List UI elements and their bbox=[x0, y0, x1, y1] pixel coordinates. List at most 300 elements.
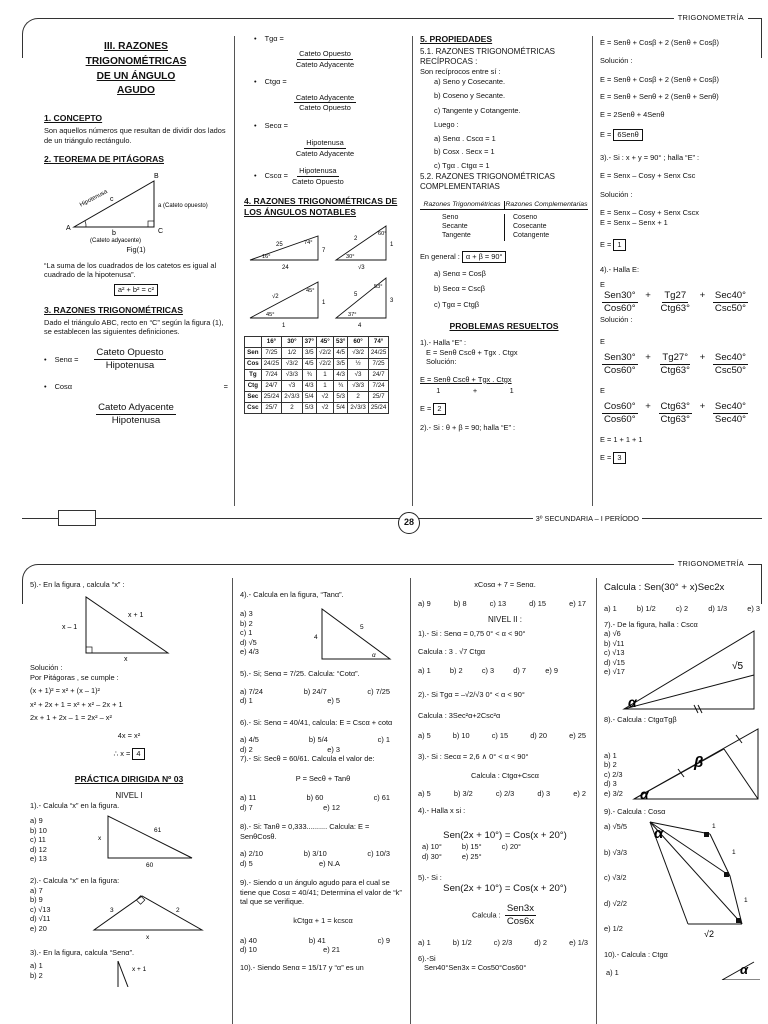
triangle-label: 25 bbox=[276, 242, 283, 249]
denominator: Ctg63° bbox=[660, 414, 690, 426]
exercise-fraction bbox=[418, 903, 592, 929]
triangle-label: 7 bbox=[322, 248, 326, 255]
side-label: x bbox=[124, 656, 128, 664]
reciprocal-item: b) Coseno y Secante. bbox=[434, 91, 506, 101]
denominator: Cateto Opuesto bbox=[299, 103, 351, 113]
exercise-equation: Sen(2x + 10°) = Cos(x + 20°) bbox=[443, 829, 567, 841]
footer-course: 3º SECUNDARIA – I PERÍODO bbox=[533, 514, 642, 523]
column-header: Razones Complementarias bbox=[504, 201, 588, 211]
answer-option: e) 3 bbox=[747, 604, 760, 614]
exercise-10-figure bbox=[604, 960, 760, 980]
answer-option: a) 1 bbox=[606, 967, 619, 977]
answer-option: c) 2/3 bbox=[604, 769, 623, 779]
numerator: Cos60° bbox=[602, 401, 638, 414]
table-cell: 5/4 bbox=[334, 402, 348, 413]
table-cell: 25/24 bbox=[261, 391, 281, 402]
side-label: x bbox=[98, 835, 102, 843]
adjacent-label: (Cateto adyacente) bbox=[90, 238, 142, 245]
answer-option: a) 10° bbox=[422, 842, 442, 852]
table-cell: 1/2 bbox=[282, 348, 302, 359]
denominator: Hipotenusa bbox=[111, 415, 161, 427]
complement-equation: c) Tgα = Ctgβ bbox=[434, 299, 480, 309]
footer-box bbox=[58, 510, 96, 526]
exercise-statement: 5).- Si : bbox=[418, 873, 442, 883]
answer-option: c) 2 bbox=[675, 604, 689, 614]
triangle-label: 2 bbox=[354, 236, 358, 243]
table-header-cell: 30° bbox=[282, 337, 302, 348]
answer-option: c) 20° bbox=[501, 842, 522, 852]
answer-option: d) √15 bbox=[604, 657, 625, 667]
triangle-label: √3 bbox=[358, 265, 365, 272]
cosine-label: • Cosα bbox=[44, 382, 72, 391]
column-divider bbox=[234, 36, 235, 506]
answer-option: b) √11 bbox=[604, 638, 625, 648]
exercise-equation: Calcula : 3Sec²α+2Csc²α bbox=[418, 711, 501, 721]
value-mark: 1 bbox=[436, 385, 441, 395]
answer-option: d) 12 bbox=[30, 844, 47, 854]
column-divider bbox=[592, 36, 593, 506]
chapter-title bbox=[44, 40, 228, 99]
exercise-statement: 10).- Siendo Senα = 15/17 y “α” es un bbox=[240, 962, 364, 972]
ratio-name: Cosecante bbox=[513, 223, 547, 231]
side-label: 1 bbox=[744, 897, 748, 905]
numerator: Sen30° bbox=[602, 352, 638, 365]
answer-option: c) 1 bbox=[377, 735, 390, 745]
answer-box: 6Senθ bbox=[613, 129, 642, 140]
exercise-equation: Calcula : Sen(30° + x)Sec2x bbox=[604, 582, 725, 593]
value-mark: + bbox=[472, 385, 478, 395]
answer-option: e) 21 bbox=[323, 945, 340, 955]
table-row bbox=[245, 402, 389, 413]
answer-option: b) 3/2 bbox=[453, 788, 473, 798]
table-header-row bbox=[245, 337, 389, 348]
answer-option: a) 1 bbox=[30, 961, 43, 971]
exercise-statement: 3).- En la figura, calcula “Senα”. bbox=[30, 947, 135, 957]
table-header-cell: 53° bbox=[334, 337, 348, 348]
exercise-7-figure bbox=[604, 629, 760, 715]
angle-label: α bbox=[640, 785, 649, 801]
answer-option: b) 10 bbox=[30, 825, 47, 835]
expression-line: E = Senθ + Senθ + 2 (Senθ + Senθ) bbox=[600, 92, 719, 102]
side-label: 1 bbox=[712, 823, 716, 831]
pythagoras-quote: “La suma de los cuadrados de los catetos es igual al cuadrado de la hipotenusa”. bbox=[44, 260, 217, 279]
subsection-title: 5.1. RAZONES TRIGONOMÉTRICAS RECÍPROCAS : bbox=[420, 47, 555, 67]
cotangent-fraction bbox=[294, 93, 356, 113]
header-corner bbox=[22, 18, 40, 58]
table-cell: 25/7 bbox=[261, 402, 281, 413]
answer-options bbox=[418, 599, 586, 608]
answer-option: e) 17 bbox=[569, 599, 586, 609]
tangent-fraction bbox=[294, 49, 356, 69]
table-cell: 25/7 bbox=[368, 391, 388, 402]
subject-title: TRIGONOMETRÍA bbox=[674, 559, 748, 568]
concept-text: Son aquellos números que resultan de dividir dos lados de un triángulo rectángulo. bbox=[44, 126, 226, 145]
exercise-statement: 2).- Si Tgα = –√2/√3 0° < α < 90° bbox=[418, 689, 525, 699]
table-cell: √3/2 bbox=[282, 359, 302, 370]
angle-label: α bbox=[372, 652, 376, 660]
answer-line bbox=[30, 748, 228, 759]
exercise-statement: 8).- Calcula : CtgαTgβ bbox=[604, 715, 677, 725]
table-cell: 5/3 bbox=[302, 402, 316, 413]
page-number: 28 bbox=[398, 512, 420, 534]
exercise-7 bbox=[604, 629, 760, 715]
subject-title: TRIGONOMETRÍA bbox=[674, 13, 748, 22]
exercise-statement: 8).- Si: Tanθ = 0,333.......... Calcula: E = SenθCosθ. bbox=[240, 822, 370, 841]
level-title: NIVEL I bbox=[115, 790, 143, 800]
numerator: Sec40° bbox=[713, 352, 748, 365]
angle-label: α bbox=[628, 694, 637, 711]
table-cell: √3 bbox=[348, 369, 368, 380]
answer-option: d) 3 bbox=[537, 788, 551, 798]
denominator: Sec40° bbox=[714, 414, 746, 426]
answer-options bbox=[240, 735, 390, 744]
side-label: 1 bbox=[732, 849, 736, 857]
solution-step: x² + 2x + 1 = x² + x² – 2x + 1 bbox=[30, 699, 123, 709]
triangle-label: 37° bbox=[348, 312, 357, 319]
problem-statement: 5).- En la figura , calcula “x” : bbox=[30, 580, 125, 589]
answer-option: a) 7 bbox=[30, 885, 43, 895]
triangle-label: 60° bbox=[378, 231, 387, 238]
answer-option: a) 9 bbox=[30, 816, 43, 826]
table-header-cell: 45° bbox=[317, 337, 334, 348]
table-cell: √3/2 bbox=[348, 348, 368, 359]
fraction-sum: $\frac{\text{Sen30°}}{\text{Cos60°}}$ + $\frac{Tg27^\circ}{\text{Ctg63°}}$ + $\frac{\text{Sec40°}}{\text{Csc50°}}$ bbox=[604, 352, 746, 377]
section-title: 2. TEOREMA DE PITÁGORAS bbox=[44, 154, 165, 165]
table-cell: ¾ bbox=[334, 380, 348, 391]
reciprocal-equation: c) Tgα . Ctgα = 1 bbox=[434, 160, 490, 170]
numerator: Sec40° bbox=[713, 401, 748, 414]
answer-option: a) 5 bbox=[418, 730, 431, 740]
problem-statement: 2).- Si : θ + β = 90; halla “E” : bbox=[420, 422, 516, 432]
answer-option: c) √13 bbox=[604, 648, 625, 658]
table-cell: √2/2 bbox=[317, 348, 334, 359]
answer-option: c) 3 bbox=[481, 666, 495, 676]
answer-option: e) 13 bbox=[30, 854, 47, 864]
answer-option: b) 41 bbox=[308, 935, 326, 945]
answer-option: e) 9 bbox=[545, 666, 558, 676]
answer-option: c) 10/3 bbox=[367, 849, 390, 859]
column-2 bbox=[244, 34, 406, 414]
answer-option: a) 5 bbox=[418, 788, 431, 798]
exercise-statement: 6).-Si bbox=[418, 953, 436, 963]
answer-option: c) 15 bbox=[491, 730, 509, 740]
table-cell: 5/4 bbox=[302, 391, 316, 402]
answer-option: c) √13 bbox=[30, 904, 51, 914]
answer-option: c) 1 bbox=[240, 628, 253, 638]
problem-statement: 3).- Si : x + y = 90° ; halla “E” : bbox=[600, 152, 700, 162]
triangle-label: 1 bbox=[282, 323, 286, 330]
denominator: Cos60° bbox=[604, 302, 636, 314]
expression-line: E bbox=[600, 280, 605, 290]
value-mark: 1 bbox=[509, 385, 514, 395]
answer-options bbox=[240, 849, 390, 858]
table-cell: 4/5 bbox=[334, 348, 348, 359]
denominator: Cos6x bbox=[506, 916, 535, 928]
column-3 bbox=[418, 580, 592, 973]
answer-option: c) 7/25 bbox=[367, 686, 390, 696]
triangle-label: √2 bbox=[272, 294, 279, 301]
answer-option: e) N.A bbox=[319, 858, 340, 868]
answer-option: b) 5/4 bbox=[308, 735, 328, 745]
table-cell: 25/24 bbox=[368, 402, 388, 413]
table-cell: 3/5 bbox=[302, 348, 316, 359]
exercise-2-triangle bbox=[84, 886, 214, 942]
denominator: Cos60° bbox=[604, 365, 636, 377]
exercise-8-figure bbox=[604, 725, 760, 801]
triangle-label: 5 bbox=[354, 292, 358, 299]
table-cell: ½ bbox=[348, 359, 368, 370]
exercise-9 bbox=[604, 816, 760, 940]
answer-option: e) 4/3 bbox=[240, 647, 259, 657]
column-divider bbox=[412, 36, 413, 506]
expression-line: E = Senθ + Cosβ + 2 (Senθ + Cosβ) bbox=[600, 74, 720, 84]
solution-step: 2x + 1 + 2x – 1 = 2x² – x² bbox=[30, 713, 112, 723]
problem-statement: 1).- Halla “E” : bbox=[420, 338, 466, 348]
triangle-label: 74° bbox=[304, 240, 313, 247]
notable-angles-table bbox=[244, 336, 389, 414]
angle-label: α bbox=[654, 825, 664, 843]
triangle-figure bbox=[30, 589, 220, 663]
answer-option: d) √5 bbox=[240, 637, 257, 647]
answer-option: c) 13 bbox=[489, 599, 507, 609]
practice-title: PRÁCTICA DIRIGIDA Nº 03 bbox=[74, 773, 184, 784]
exercise-statement: 6).- Si: Senα = 40/41, calcula: E = Cscα + cotα bbox=[240, 717, 393, 727]
ratio-name-cell: Sec bbox=[245, 391, 262, 402]
side-label: √5 bbox=[732, 661, 744, 673]
solution-label: Solución : bbox=[600, 56, 633, 66]
table-cell: 4/3 bbox=[302, 380, 316, 391]
denominator: Cateto Adyacente bbox=[295, 148, 355, 158]
table-cell: ¾ bbox=[302, 369, 316, 380]
answer-option: b) 15° bbox=[461, 842, 482, 852]
triangle-label: 16° bbox=[262, 254, 271, 261]
table-header-cell: 74° bbox=[368, 337, 388, 348]
ratio-name-cell: Ctg bbox=[245, 380, 262, 391]
right-triangle-figure bbox=[44, 165, 228, 245]
exercise-statement: 7).- Si: Secθ = 60/61. Calcula el valor de: bbox=[240, 754, 375, 764]
level-title: NIVEL II : bbox=[488, 614, 522, 624]
complement-equation: b) Secα = Cscβ bbox=[434, 284, 486, 294]
side-label: 61 bbox=[154, 827, 162, 835]
exercise-statement: 9).- Siendo α un ángulo agudo para el cual se tiene que Cosα = 40/41; Determina el valor de “k” tal que se verifique. bbox=[240, 878, 402, 906]
column-1 bbox=[30, 580, 228, 987]
column-2 bbox=[240, 580, 406, 972]
equals-sign: = bbox=[223, 382, 228, 392]
exercise-equation: xCosα + 7 = Senα. bbox=[474, 580, 536, 589]
exercise-equation: Sen(2x + 10°) = Cos(x + 20°) bbox=[443, 882, 567, 894]
cosine-fraction bbox=[96, 402, 176, 428]
ratio-name-cell: Tg bbox=[245, 369, 262, 380]
secant-label: • Secα = bbox=[244, 121, 406, 130]
exercise-statement: 9).- Calcula : Cosα bbox=[604, 806, 666, 816]
general-formula: α + β = 90° bbox=[462, 251, 507, 262]
triangle-label: 45° bbox=[306, 288, 315, 295]
denominator: Cateto Opuesto bbox=[291, 176, 344, 186]
table-cell: √2 bbox=[317, 402, 334, 413]
table-cell: 2 bbox=[282, 402, 302, 413]
exercise-1 bbox=[30, 810, 228, 870]
table-cell: 24/7 bbox=[261, 380, 281, 391]
pythagoras-formula: a² + b² = c² bbox=[114, 284, 158, 295]
answer-option: a) 1 bbox=[604, 750, 617, 760]
table-header-cell: 37° bbox=[302, 337, 316, 348]
denominator: Csc50° bbox=[714, 365, 746, 377]
answer-option: b) 3/10 bbox=[303, 849, 327, 859]
section-title: 4. RAZONES TRIGONOMÉTRICAS DE LOS ÁNGULOS NOTABLES bbox=[244, 196, 398, 218]
expression-line: E = Senθ + Cosβ + 2 (Senθ + Cosβ) bbox=[600, 38, 720, 47]
footer-rule bbox=[22, 518, 762, 519]
exercise-statement: 10).- Calcula : Ctgα bbox=[604, 950, 668, 960]
triangle-label: 1 bbox=[322, 300, 326, 307]
fraction-sum: $\frac{\text{Cos60°}}{\text{Cos60°}}$ + $\frac{\text{Ctg63°}}{\text{Ctg63°}}$ + $\frac{\text{Sec40°}}{\text{Sec40°}}$ bbox=[604, 401, 746, 426]
answer-option: b) 8 bbox=[453, 599, 467, 609]
denominator: Hipotenusa bbox=[105, 360, 155, 372]
exercise-statement: 5).- Si; Senα = 7/25. Calcula: “Cotα”. bbox=[240, 669, 360, 679]
header-rule bbox=[38, 18, 762, 19]
solution-step: 4x = x² bbox=[117, 730, 141, 740]
then-label: Luego : bbox=[434, 120, 459, 130]
side-label: √2 bbox=[704, 929, 714, 940]
exercise-statement: 1).- Calcula “x” en la figura. bbox=[30, 800, 120, 810]
exercise-9-figure bbox=[604, 816, 760, 940]
page-header bbox=[22, 8, 762, 30]
answer-option: a) 1 bbox=[418, 938, 431, 948]
table-cell: 24/25 bbox=[368, 348, 388, 359]
answer-option: b) 1/2 bbox=[636, 604, 656, 614]
table-header-cell: 16° bbox=[261, 337, 281, 348]
exercise-equation: Calcula : Ctgα+Cscα bbox=[471, 771, 539, 781]
answer-option: c) 11 bbox=[30, 835, 46, 845]
table-cell: 7/25 bbox=[261, 348, 281, 359]
section-title: 1. CONCEPTO bbox=[44, 113, 103, 124]
cosecant-fraction bbox=[290, 166, 346, 186]
answer-option: e) 2 bbox=[573, 788, 586, 798]
answer-option: e) √17 bbox=[604, 667, 625, 677]
answer-option: a) 1 bbox=[604, 604, 617, 614]
exercise-statement: 4).- Calcula en la figura, “Tanα”. bbox=[240, 590, 344, 599]
table-cell: 4/3 bbox=[334, 369, 348, 380]
table-row bbox=[245, 359, 389, 370]
header-rule bbox=[38, 564, 762, 565]
page-28 bbox=[22, 8, 762, 527]
answer-option: a) 40 bbox=[240, 935, 257, 945]
exercise-4 bbox=[240, 603, 406, 663]
triangle-label: 24 bbox=[282, 265, 289, 272]
solution-equation: E = Senθ Cscθ + Tgx . Ctgx bbox=[420, 374, 512, 384]
expression-line: E = Senx – Senx + 1 bbox=[600, 217, 668, 227]
ratio-name-cell: Csc bbox=[245, 402, 262, 413]
answer-option: d) 20 bbox=[530, 730, 548, 740]
answer-option: a) √5/5 bbox=[604, 822, 627, 832]
numerator: Sen3x bbox=[505, 903, 536, 916]
cotangent-label: • Ctgα = bbox=[244, 77, 406, 86]
answer-option: d) √2/2 bbox=[604, 898, 627, 908]
exercise-1-triangle bbox=[84, 810, 204, 870]
side-label: x bbox=[146, 933, 150, 941]
column-divider bbox=[596, 578, 597, 1024]
triangle-label: 3 bbox=[390, 298, 394, 305]
triangle-label: 1 bbox=[390, 242, 394, 249]
title-line: DE UN ÁNGULO bbox=[96, 70, 176, 82]
angle-label: α bbox=[740, 961, 749, 977]
answer-label: E = bbox=[600, 453, 612, 463]
column-header: Razones Trigonométricas bbox=[420, 201, 504, 211]
answer-label: E = bbox=[420, 404, 432, 414]
exercise-equation: P = Secθ + Tanθ bbox=[295, 773, 351, 783]
table-cell: 7/24 bbox=[368, 380, 388, 391]
answer-option: d) 2 bbox=[240, 744, 253, 754]
table-row bbox=[245, 369, 389, 380]
answer-options bbox=[240, 859, 340, 868]
triangle-label: 4 bbox=[358, 323, 362, 330]
solution-values bbox=[420, 386, 530, 395]
exercise-statement: 4).- Halla x si : bbox=[418, 806, 466, 816]
numerator: Sec40° bbox=[713, 290, 748, 303]
answer-option: b) 2 bbox=[30, 970, 43, 980]
figure-caption: Fig(1) bbox=[126, 245, 146, 255]
ratio-name: Cotangente bbox=[513, 232, 550, 240]
table-cell: 2√3/3 bbox=[282, 391, 302, 402]
side-label: x + 1 bbox=[128, 612, 144, 620]
complementary-header bbox=[420, 201, 588, 211]
general-rule bbox=[420, 251, 588, 262]
exercise-10 bbox=[604, 960, 760, 980]
title-line: III. RAZONES bbox=[104, 41, 168, 52]
complementary-pairs bbox=[420, 210, 588, 241]
denominator: Ctg63° bbox=[660, 365, 690, 377]
side-label: 5 bbox=[360, 624, 364, 632]
sine-fraction bbox=[94, 347, 165, 373]
numerator: Cateto Adyacente bbox=[96, 402, 176, 415]
exercise-statement: 3).- Si : Secα = 2,6 ∧ 0° < α < 90° bbox=[418, 751, 529, 761]
table-cell: 24/25 bbox=[261, 359, 281, 370]
answer-options bbox=[418, 666, 558, 675]
side-b-label: b bbox=[112, 230, 116, 238]
table-cell: 7/25 bbox=[368, 359, 388, 370]
page-29 bbox=[22, 554, 762, 1024]
answer-option: b) 60 bbox=[306, 793, 324, 803]
table-cell: √2/2 bbox=[317, 359, 334, 370]
answer-options bbox=[418, 842, 592, 861]
answer-option: a) √6 bbox=[604, 629, 621, 639]
reciprocal-item: a) Seno y Cosecante. bbox=[434, 76, 506, 86]
answer-option: e) 5 bbox=[327, 696, 340, 706]
column-1 bbox=[44, 34, 228, 427]
column-divider bbox=[232, 578, 233, 1024]
answer-options bbox=[240, 793, 390, 802]
secant-fraction bbox=[294, 138, 356, 158]
sine-definition bbox=[44, 347, 228, 373]
table-row bbox=[245, 348, 389, 359]
general-label: En general : bbox=[420, 252, 460, 262]
answer-option: c) 9 bbox=[377, 935, 390, 945]
answer-option: e) 25 bbox=[569, 730, 586, 740]
column-divider bbox=[410, 578, 411, 1024]
answer-option: e) 20 bbox=[30, 923, 47, 933]
answer-options bbox=[418, 938, 588, 947]
exercise-8 bbox=[604, 725, 760, 801]
answer-line bbox=[600, 239, 760, 250]
table-header-cell bbox=[245, 337, 262, 348]
answer-option: b) 2 bbox=[449, 666, 463, 676]
section-title: PROBLEMAS RESUELTOS bbox=[449, 321, 559, 332]
table-cell: 24/7 bbox=[368, 369, 388, 380]
solution-label: Solución : bbox=[30, 663, 63, 673]
answer-option: a) 1 bbox=[418, 666, 431, 676]
answer-option: a) 2/10 bbox=[240, 849, 264, 859]
reciprocal-text: Son recíprocos entre sí : bbox=[420, 67, 501, 77]
side-label: x + 1 bbox=[132, 966, 147, 974]
